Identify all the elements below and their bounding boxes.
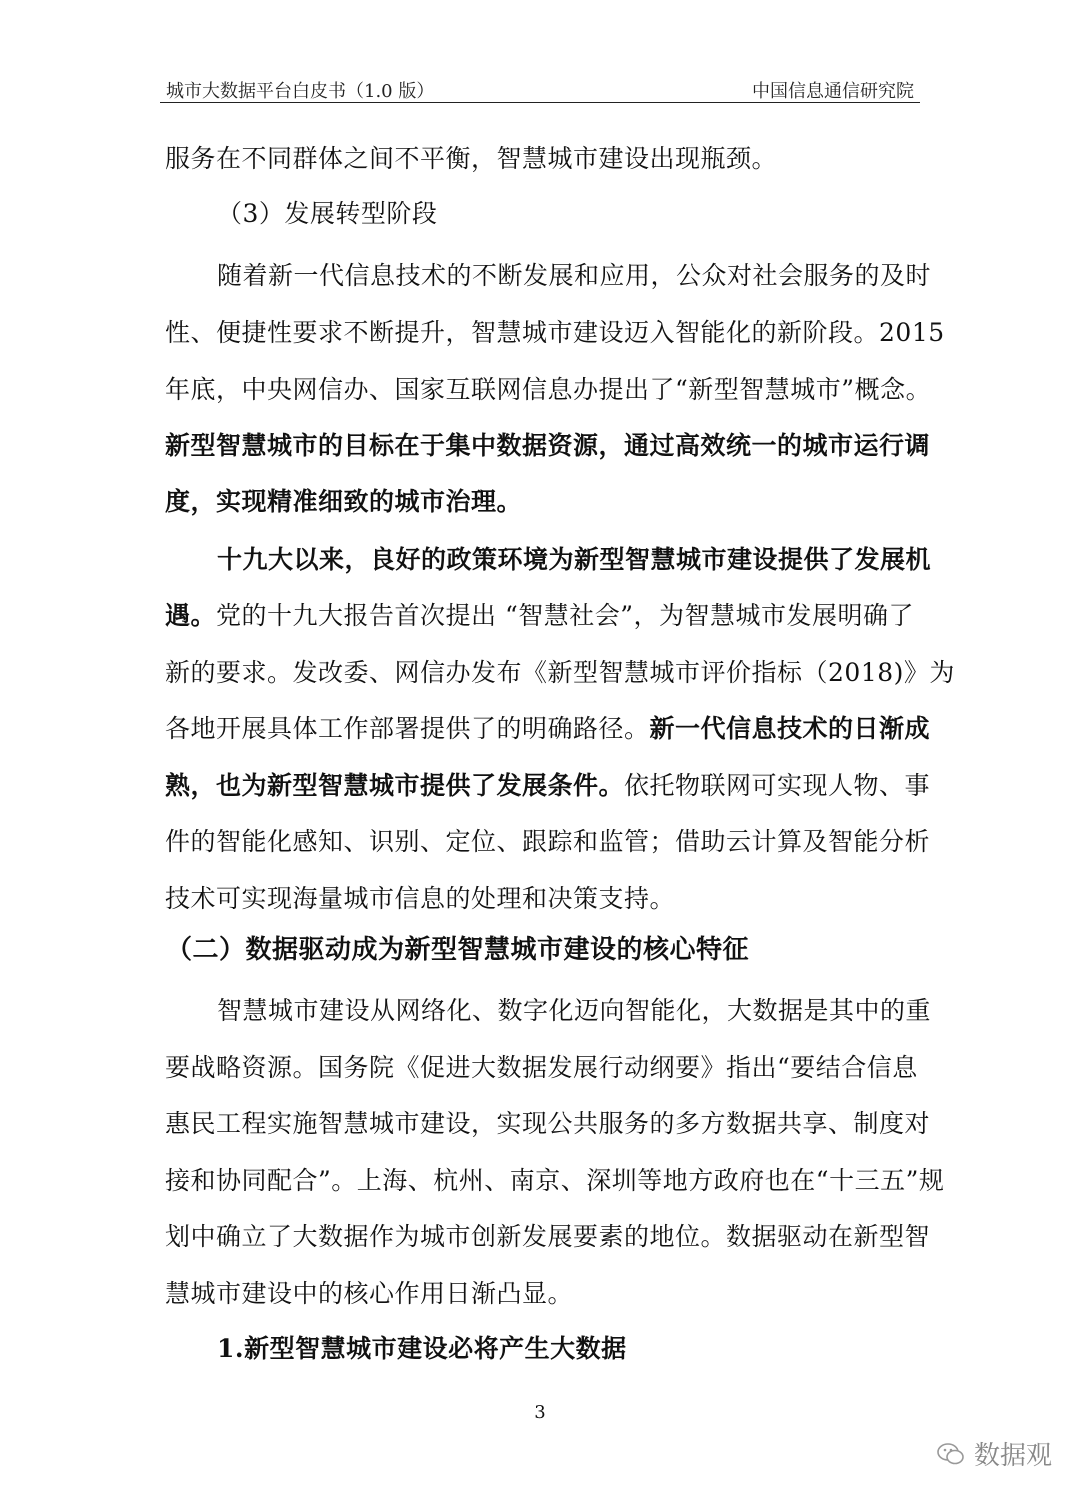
subsection-heading: （3）发展转型阶段 — [217, 199, 438, 228]
bold-run: 熟，也为新型智慧城市提供了发展条件。 — [165, 771, 625, 800]
page-number: 3 — [534, 1402, 546, 1423]
paragraph-line: 服务在不同群体之间不平衡，智慧城市建设出现瓶颈。 — [165, 144, 778, 173]
paragraph-line: 要战略资源。国务院《促进大数据发展行动纲要》指出“要结合信息 — [165, 1053, 918, 1082]
paragraph-line: 技术可实现海量城市信息的处理和决策支持。 — [165, 884, 676, 913]
watermark-text: 数据观 — [973, 1441, 1052, 1471]
header-rule — [160, 102, 920, 103]
paragraph-line: 惠民工程实施智慧城市建设，实现公共服务的多方数据共享、制度对 — [165, 1109, 931, 1138]
header-right: 中国信息通信研究院 — [752, 81, 914, 102]
wechat-icon — [936, 1439, 966, 1469]
text-run: 依托物联网可实现人物、事 — [624, 771, 931, 800]
paragraph-line: 新的要求。发改委、网信办发布《新型智慧城市评价指标（2018)》为 — [165, 658, 955, 687]
text-run: 党的十九大报告首次提出 “智慧社会”，为智慧城市发展明确了 — [216, 601, 915, 630]
paragraph-line-mixed — [165, 714, 931, 743]
paragraph-line-mixed — [165, 771, 931, 800]
paragraph-line: 慧城市建设中的核心作用日渐凸显。 — [165, 1279, 574, 1308]
paragraph-line: 性、便捷性要求不断提升，智慧城市建设迈入智能化的新阶段。2015 — [165, 318, 945, 347]
bold-run: 遇。 — [165, 601, 217, 630]
paragraph-line-bold: 十九大以来，良好的政策环境为新型智慧城市建设提供了发展机 — [217, 545, 932, 574]
paragraph-line-bold: 新型智慧城市的目标在于集中数据资源，通过高效统一的城市运行调 — [165, 431, 931, 460]
paragraph-line-bold: 度，实现精准细致的城市治理。 — [165, 487, 523, 516]
text-run: 各地开展具体工作部署提供了的明确路径。 — [165, 714, 650, 743]
section-heading: （二）数据驱动成为新型智慧城市建设的核心特征 — [166, 935, 750, 965]
paragraph-line: 智慧城市建设从网络化、数字化迈向智能化，大数据是其中的重 — [217, 996, 932, 1025]
paragraph-line: 划中确立了大数据作为城市创新发展要素的地位。数据驱动在新型智 — [165, 1222, 931, 1251]
paragraph-line: 年底，中央网信办、国家互联网信息办提出了“新型智慧城市”概念。 — [165, 375, 932, 404]
header-left: 城市大数据平台白皮书（1.0 版） — [166, 81, 435, 102]
subsection-heading-bold: 1.新型智慧城市建设必将产生大数据 — [217, 1334, 627, 1363]
paragraph-line: 接和协同配合”。上海、杭州、南京、深圳等地方政府也在“十三五”规 — [165, 1166, 945, 1195]
paragraph-line: 件的智能化感知、识别、定位、跟踪和监管；借助云计算及智能分析 — [165, 827, 931, 856]
watermark — [936, 1435, 1052, 1472]
paragraph-line-mixed — [165, 603, 917, 628]
paragraph-line: 随着新一代信息技术的不断发展和应用，公众对社会服务的及时 — [217, 261, 932, 290]
bold-run: 新一代信息技术的日渐成 — [649, 714, 931, 743]
